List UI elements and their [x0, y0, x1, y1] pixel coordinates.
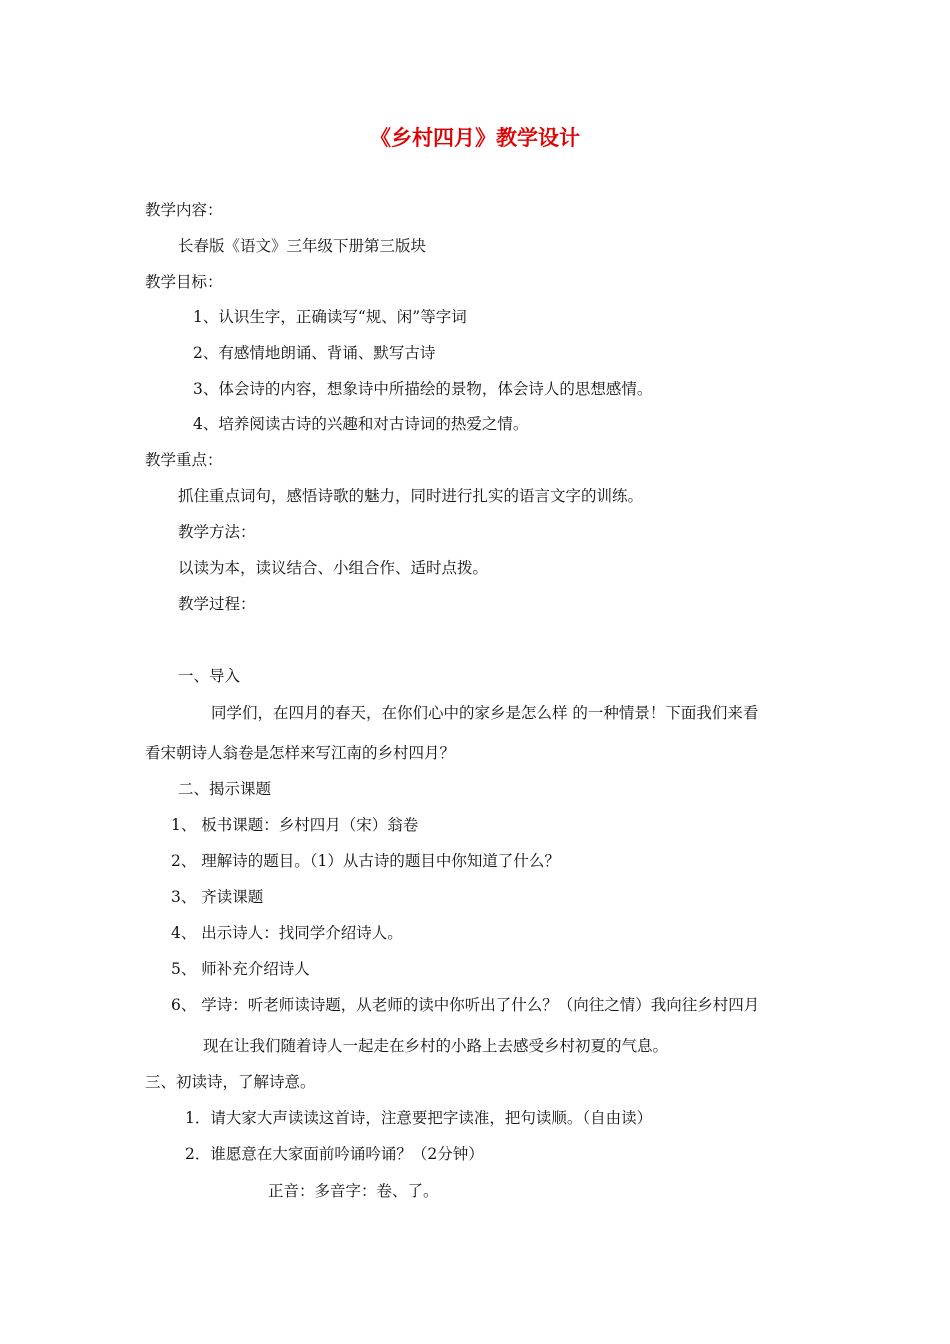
section-heading-process: 教学过程：	[178, 595, 256, 613]
step-item: 1、 板书课题：乡村四月（宋）翁卷	[171, 816, 419, 834]
step-heading: 二、揭示课题	[178, 780, 272, 798]
step-item: 2、 理解诗的题目。（1）从古诗的题目中你知道了什么？	[171, 852, 560, 870]
step-heading: 三、初读诗，了解诗意。	[145, 1073, 316, 1091]
step-item: 5、 师补充介绍诗人	[171, 960, 310, 978]
body-line: 抓住重点词句，感悟诗歌的魅力，同时进行扎实的语言文字的训练。	[178, 487, 644, 505]
step-item: 6、 学诗：听老师读诗题，从老师的读中你听出了什么？（向往之情）我向往乡村四月	[171, 996, 760, 1014]
step-heading: 一、导入	[178, 667, 241, 685]
body-line: 同学们，在四月的春天，在你们心中的家乡是怎么样 的一种情景！下面我们来看	[211, 704, 759, 722]
goal-item: 2、有感情地朗诵、背诵、默写古诗	[193, 344, 436, 362]
goal-item: 3、体会诗的内容，想象诗中所描绘的景物，体会诗人的思想感情。	[193, 380, 653, 398]
body-line: 正音：多音字：卷、了。	[268, 1182, 439, 1200]
body-line: 现在让我们随着诗人一起走在乡村的小路上去感受乡村初夏的气息。	[203, 1037, 669, 1055]
goal-item: 1、认识生字，正确读写“规、闲”等字词	[193, 308, 467, 326]
body-line: 看宋朝诗人翁卷是怎样来写江南的乡村四月？	[145, 744, 456, 762]
step-item: 3、 齐读课题	[171, 888, 264, 906]
step-item: 4、 出示诗人：找同学介绍诗人。	[171, 924, 403, 942]
step-item: 2．谁愿意在大家面前吟诵吟诵？（2分钟）	[185, 1145, 484, 1163]
section-heading-goals: 教学目标：	[145, 273, 223, 291]
document-title: 《乡村四月》教学设计	[370, 126, 580, 150]
step-item: 1．请大家大声读读这首诗，注意要把字读准，把句读顺。（自由读）	[185, 1109, 653, 1127]
body-line: 长春版《语文》三年级下册第三版块	[178, 237, 427, 255]
section-heading-focus: 教学重点：	[145, 451, 223, 469]
body-line: 以读为本，读议结合、小组合作、适时点拨。	[178, 559, 489, 577]
goal-item: 4、培养阅读古诗的兴趣和对古诗词的热爱之情。	[193, 415, 529, 433]
section-heading-method: 教学方法：	[178, 523, 256, 541]
section-heading-content: 教学内容：	[145, 201, 223, 219]
